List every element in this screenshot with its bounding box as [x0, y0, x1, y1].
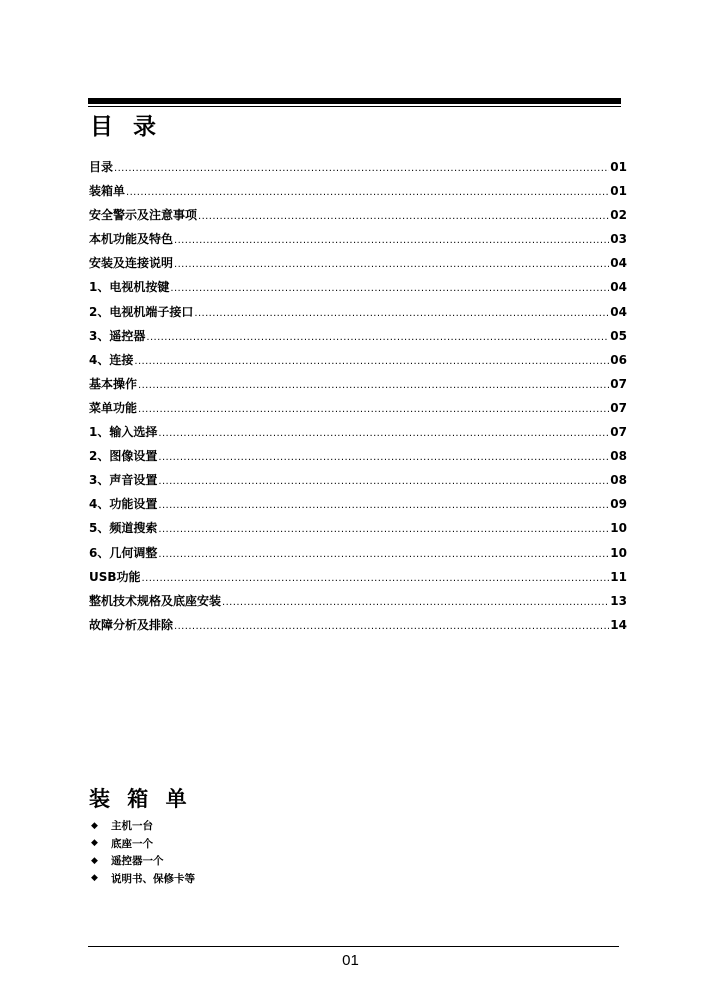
packing-item-text: 说明书、保修卡等 — [111, 872, 195, 885]
toc-entry-page: 08 — [610, 449, 627, 464]
toc-leader-dots — [158, 524, 609, 535]
toc-entry-page: 01 — [610, 184, 627, 199]
toc-leader-dots — [158, 428, 609, 439]
toc-entry-page: 14 — [610, 617, 627, 632]
toc-entry-label: 2、电视机端子接口 — [89, 304, 194, 319]
packing-list-heading: 装 箱 单 — [89, 787, 192, 811]
toc-entry[interactable] — [89, 230, 627, 254]
toc-leader-dots — [134, 356, 609, 367]
header-rule-thick — [88, 98, 621, 104]
toc-entry-page: 07 — [610, 400, 627, 415]
toc-entry-label: 目录 — [89, 160, 114, 174]
toc-entry-label: 1、输入选择 — [89, 425, 158, 440]
toc-leader-dots — [158, 549, 609, 560]
toc-leader-dots — [146, 332, 609, 343]
toc-leader-dots — [174, 235, 609, 246]
toc-entry-label: 安全警示及注意事项 — [89, 208, 198, 223]
toc-entry-label: 整机技术规格及底座安装 — [89, 593, 222, 608]
toc-entry[interactable] — [89, 471, 627, 495]
toc-leader-dots — [126, 187, 609, 198]
toc-entry[interactable] — [89, 447, 627, 471]
packing-item-text: 遥控器一个 — [111, 855, 164, 868]
packing-list-item — [90, 817, 195, 835]
toc-entry-page: 10 — [610, 545, 627, 560]
toc-entry-label: 2、图像设置 — [89, 449, 158, 464]
toc-entry-page: 02 — [610, 208, 627, 223]
toc-leader-dots — [158, 452, 609, 463]
toc-entry-label: 安装及连接说明 — [89, 256, 174, 271]
toc-entry-label: 5、频道搜索 — [89, 521, 158, 536]
toc-entry-page: 03 — [610, 232, 627, 247]
toc-entry[interactable] — [89, 519, 627, 543]
toc-entry[interactable] — [89, 206, 627, 230]
toc-entry[interactable] — [89, 495, 627, 519]
toc-leader-dots — [174, 259, 609, 270]
toc-leader-dots — [198, 211, 609, 222]
toc-leader-dots — [222, 597, 609, 608]
diamond-bullet-icon: ◆ — [91, 838, 98, 849]
toc-entry-label: 故障分析及排除 — [89, 617, 174, 632]
packing-list-item — [90, 870, 195, 888]
toc-heading: 目 录 — [90, 114, 163, 140]
toc-entry[interactable] — [89, 278, 627, 302]
toc-entry[interactable] — [89, 182, 627, 206]
toc-entry-page: 11 — [610, 569, 627, 584]
toc-leader-dots — [138, 380, 609, 391]
toc-entry[interactable] — [89, 423, 627, 447]
toc-entry-page: 04 — [610, 256, 627, 271]
toc-entry-page: 10 — [610, 521, 627, 536]
packing-item-text: 底座一个 — [111, 837, 153, 850]
toc-entry-page: 04 — [610, 280, 627, 295]
toc-entry[interactable] — [89, 303, 627, 327]
packing-item-text: 主机一台 — [111, 820, 153, 833]
toc-entry-label: 基本操作 — [89, 376, 138, 391]
toc-entry-label: 4、连接 — [89, 352, 134, 367]
toc-entry-label: 3、声音设置 — [89, 473, 158, 488]
toc-leader-dots — [158, 500, 609, 511]
toc-entry-page: 06 — [610, 352, 627, 367]
toc-entry-label: 1、电视机按键 — [89, 280, 170, 295]
toc-entry-page: 07 — [610, 376, 627, 391]
toc-entry[interactable] — [89, 351, 627, 375]
toc-entry-label: 菜单功能 — [89, 400, 138, 415]
header-rule-thin — [88, 106, 621, 107]
toc-entry-page: 09 — [610, 497, 627, 512]
toc-entry[interactable] — [89, 254, 627, 278]
diamond-bullet-icon: ◆ — [91, 873, 98, 884]
toc-entry-page: 05 — [610, 328, 627, 343]
toc-entry[interactable] — [89, 399, 627, 423]
packing-list — [90, 817, 195, 887]
toc-leader-dots — [170, 283, 609, 294]
toc-entry-page: 04 — [610, 304, 627, 319]
toc-entry[interactable] — [89, 568, 627, 592]
toc-entry-label: USB功能 — [89, 569, 141, 584]
packing-list-item — [90, 835, 195, 853]
toc-leader-dots — [194, 308, 609, 319]
toc-entry-page: 08 — [610, 473, 627, 488]
diamond-bullet-icon: ◆ — [91, 820, 98, 831]
toc-entry[interactable] — [89, 544, 627, 568]
table-of-contents — [89, 158, 627, 640]
toc-entry-page: 07 — [610, 425, 627, 440]
toc-entry[interactable] — [89, 327, 627, 351]
toc-entry[interactable] — [89, 592, 627, 616]
toc-entry[interactable] — [89, 616, 627, 640]
toc-entry[interactable] — [89, 158, 627, 182]
toc-entry-page: 13 — [610, 593, 627, 608]
packing-list-item — [90, 852, 195, 870]
diamond-bullet-icon: ◆ — [91, 855, 98, 866]
page-number: 01 — [342, 952, 359, 969]
toc-leader-dots — [158, 476, 609, 487]
toc-entry-label: 4、功能设置 — [89, 497, 158, 512]
footer-rule — [88, 946, 619, 947]
toc-leader-dots — [114, 163, 609, 174]
toc-entry-page: 01 — [610, 160, 627, 174]
toc-entry-label: 装箱单 — [89, 184, 126, 199]
toc-entry[interactable] — [89, 375, 627, 399]
toc-entry-label: 3、遥控器 — [89, 328, 146, 343]
toc-entry-label: 6、几何调整 — [89, 545, 158, 560]
toc-leader-dots — [174, 621, 609, 632]
toc-entry-label: 本机功能及特色 — [89, 232, 174, 247]
toc-leader-dots — [138, 404, 609, 415]
toc-leader-dots — [142, 573, 610, 584]
